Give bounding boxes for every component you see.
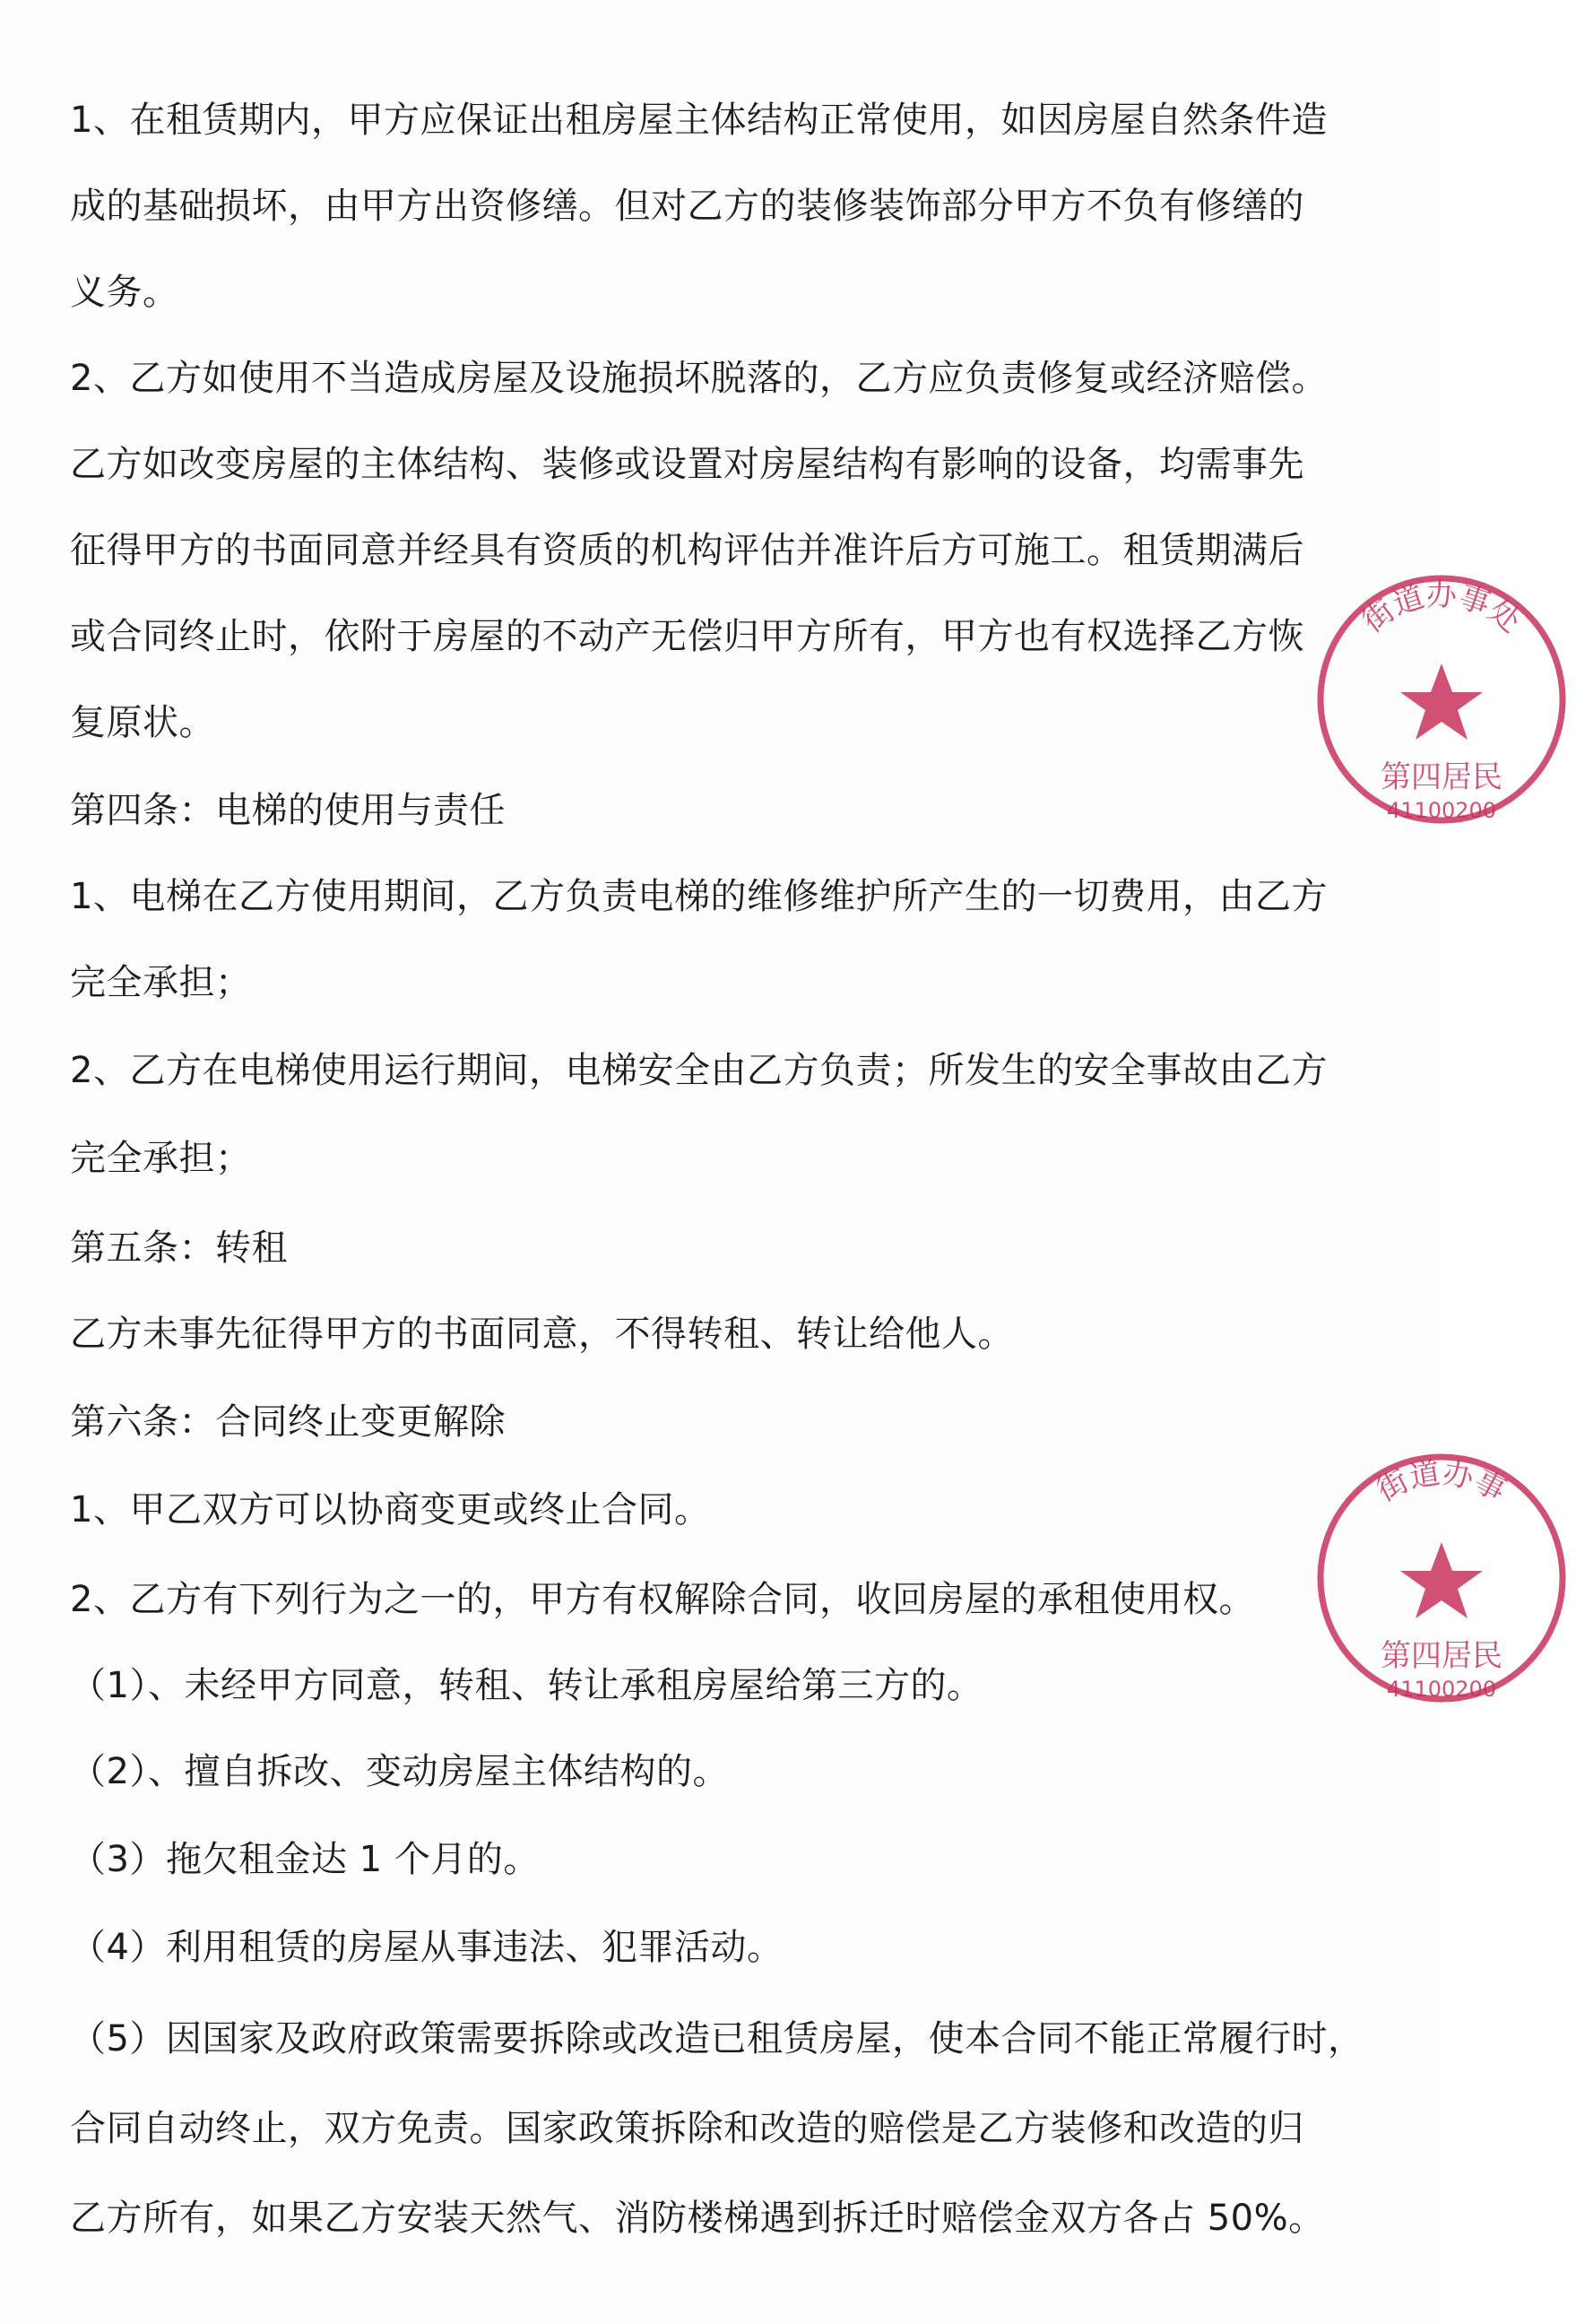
text-line-21: （3）拖欠租金达 1 个月的。 [70, 1839, 540, 1880]
text-line-6: 征得甲方的书面同意并经具有资质的机构评估并准许后方可施工。租赁期满后 [70, 530, 1304, 571]
text-line-25: 乙方所有，如果乙方安装天然气、消防楼梯遇到拆迁时赔偿金双方各占 50%。 [70, 2198, 1325, 2239]
text-line-4: 2、乙方如使用不当造成房屋及设施损坏脱落的，乙方应负责修复或经济赔偿。 [70, 358, 1328, 399]
text-line-20: （2）、擅自拆改、变动房屋主体结构的。 [70, 1751, 729, 1792]
seal-star-icon [1400, 1542, 1483, 1618]
text-line-23: （5）因国家及政府政策需要拆除或改造已租赁房屋，使本合同不能正常履行时， [70, 2018, 1364, 2060]
text-line-13: 完全承担； [70, 1138, 252, 1179]
official-seal-stamp-2 [1307, 1435, 1576, 1704]
text-line-22: （4）利用租赁的房屋从事违法、犯罪活动。 [70, 1927, 784, 1968]
section-heading-6: 第六条：合同终止变更解除 [70, 1401, 506, 1443]
seal-star-icon [1400, 663, 1483, 740]
seal-number-text: 41100200 [1386, 798, 1497, 823]
seal-center-text: 第四居民 [1381, 759, 1502, 795]
text-line-2: 成的基础损坏，由甲方出资修缮。但对乙方的装修装饰部分甲方不负有修缮的 [70, 186, 1304, 227]
section-heading-4: 第四条：电梯的使用与责任 [70, 790, 506, 831]
text-line-24: 合同自动终止，双方免责。国家政策拆除和改造的赔偿是乙方装修和改造的归 [70, 2108, 1304, 2149]
text-line-19: （1）、未经甲方同意，转租、转让承租房屋给第三方的。 [70, 1665, 983, 1706]
text-line-18: 2、乙方有下列行为之一的，甲方有权解除合同，收回房屋的承租使用权。 [70, 1579, 1255, 1620]
official-seal-stamp-1 [1307, 556, 1576, 825]
section-heading-5: 第五条：转租 [70, 1227, 288, 1269]
text-line-7: 或合同终止时，依附于房屋的不动产无偿归甲方所有，甲方也有权选择乙方恢 [70, 616, 1304, 657]
seal-center-text: 第四居民 [1381, 1638, 1502, 1674]
seal-arc-text: 街道办事 [1371, 1455, 1512, 1510]
text-line-5: 乙方如改变房屋的主体结构、装修或设置对房屋结构有影响的设备，均需事先 [70, 444, 1304, 485]
text-line-15: 乙方未事先征得甲方的书面同意，不得转租、转让给他人。 [70, 1314, 1014, 1355]
seal-arc-text: 街道办事处 [1355, 577, 1528, 640]
text-line-12: 2、乙方在电梯使用运行期间，电梯安全由乙方负责；所发生的安全事故由乙方 [70, 1050, 1328, 1091]
text-line-1: 1、在租赁期内，甲方应保证出租房屋主体结构正常使用，如因房屋自然条件造 [70, 100, 1328, 141]
text-line-8: 复原状。 [70, 702, 215, 743]
text-line-10: 1、电梯在乙方使用期间，乙方负责电梯的维修维护所产生的一切费用，由乙方 [70, 876, 1328, 917]
text-line-11: 完全承担； [70, 962, 252, 1003]
text-line-3: 义务。 [70, 272, 179, 313]
seal-number-text: 41100200 [1386, 1677, 1497, 1702]
text-line-17: 1、甲乙双方可以协商变更或终止合同。 [70, 1489, 711, 1531]
